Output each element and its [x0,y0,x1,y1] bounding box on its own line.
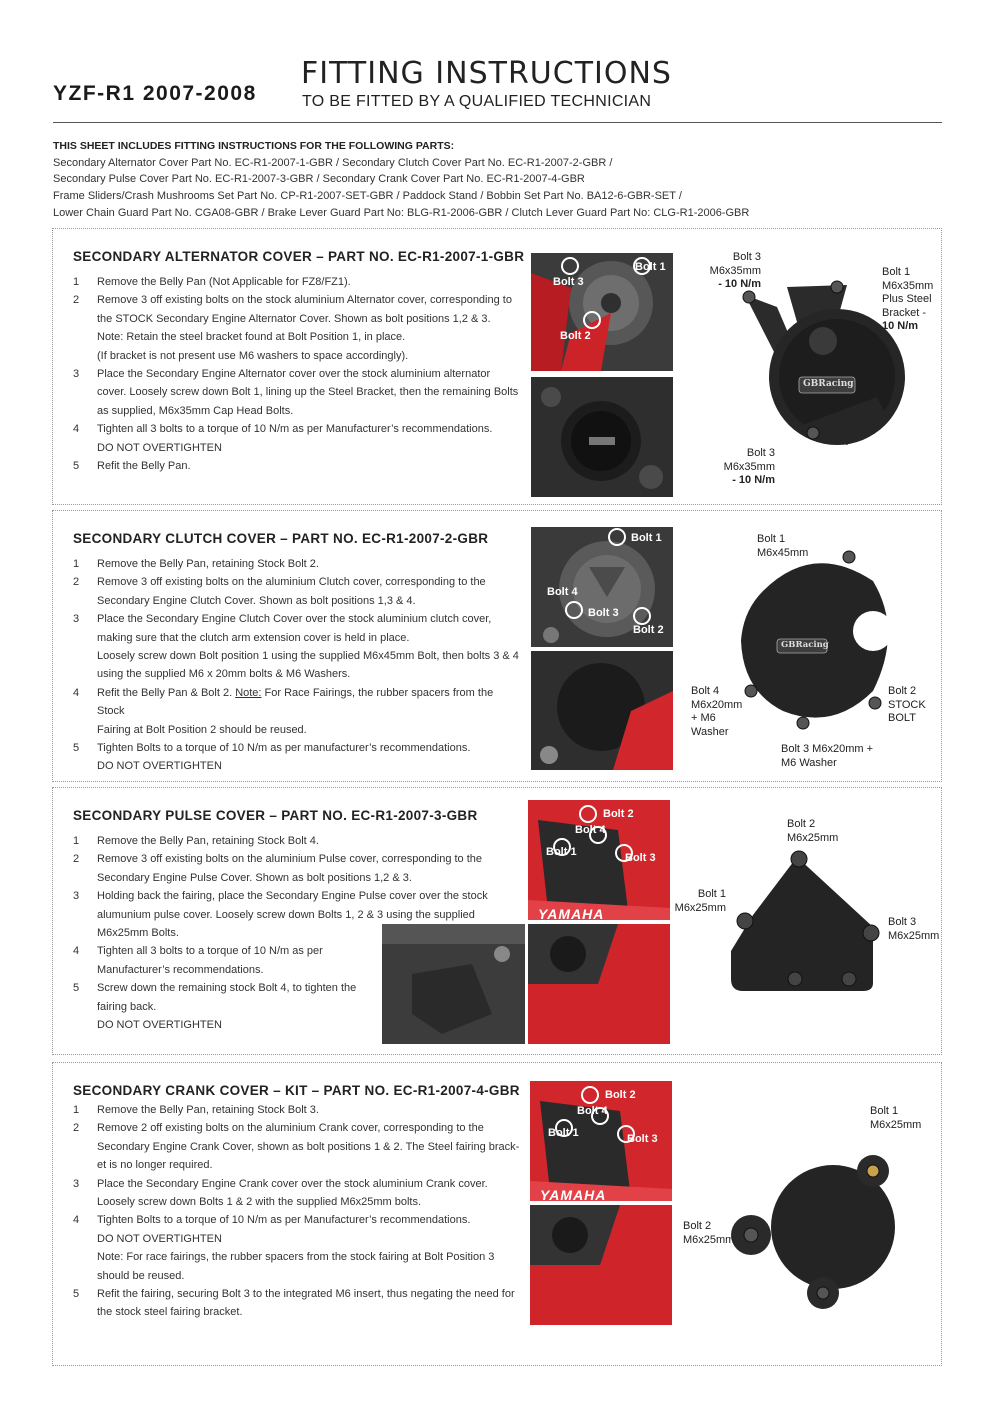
step: using the supplied M6 x 20mm bolts & M6 Washers. [97,668,351,681]
step: 2 Remove 3 off existing bolts on the stock aluminium Alternator cover, corresponding to [73,294,512,307]
crank-cover-diagram [723,1143,908,1308]
photo-label: Bolt 1 [546,846,577,858]
callout-bolt3: Bolt 3 M6x25mm [888,916,940,942]
pulse-section [52,787,942,1055]
step: 5 Refit the Belly Pan. [73,460,191,473]
bolt-marker [608,528,626,546]
step: fairing back. [97,1000,157,1013]
photo-label: Bolt 2 [605,1089,636,1101]
step: Fairing at Bolt Position 2 should be reused. [97,723,307,736]
step: 5 Refit the fairing, securing Bolt 3 to the integrated M6 insert, thus negating the need for [73,1288,515,1301]
step-list [73,273,523,475]
callout-bolt1: Bolt 1 M6x25mm [674,888,726,914]
photo-label: Bolt 4 [575,824,606,836]
section-title: SECONDARY CRANK COVER – KIT – PART NO. EC-R1-2007-4-GBR [73,1083,520,1098]
step: 5 Screw down the remaining stock Bolt 4, to tighten the [73,982,357,995]
step: Secondary Engine Crank Cover, shown as bolt positions 1 & 2. The Steel fairing brack- [97,1140,520,1153]
clutch-cover-diagram [733,551,893,731]
step: 3 Place the Secondary Engine Clutch Cover over the stock aluminium clutch cover, [73,613,492,626]
bolt-marker [565,601,583,619]
alternator-photo-fitted [531,377,673,497]
pulse-photo-fitted [528,924,670,1044]
model-title: YZF-R1 2007-2008 [53,82,257,105]
clutch-photo-fitted [531,651,673,770]
step: 1 Remove the Belly Pan (Not Applicable for FZ8/FZ1). [73,276,351,288]
intro-line: Lower Chain Guard Part No. CGA08-GBR / Brake Lever Guard Part No: BLG-R1-2006-GBR / Clutch Lever Guard Part No: CLG-R1-2006-GBR [53,206,750,219]
alternator-cover-diagram [737,267,897,457]
step: should be reused. [97,1269,185,1282]
step: DO NOT OVERTIGHTEN [97,1019,222,1032]
fairing-text: YAMAHA [538,906,605,920]
photo-label: Bolt 1 [548,1127,579,1139]
step: 4 Tighten all 3 bolts to a torque of 10 N/m as per [73,945,323,958]
step: 2 Remove 3 off existing bolts on the aluminium Pulse cover, corresponding to the [73,853,483,866]
step: Note: Retain the steel bracket found at Bolt Position 1, in place. [97,331,406,344]
page-subtitle: TO BE FITTED BY A QUALIFIED TECHNICIAN [302,93,652,110]
photo-label: Bolt 1 [631,532,662,544]
bolt-marker [581,1086,599,1104]
callout-bolt3-bottom: Bolt 3 M6x35mm - 10 N/m [723,447,775,486]
intro-lead: THIS SHEET INCLUDES FITTING INSTRUCTIONS FOR THE FOLLOWING PARTS: [53,140,455,152]
intro-line: Secondary Pulse Cover Part No. EC-R1-2007-3-GBR / Secondary Crank Cover Part No. EC-R1-2007-4-GBR [53,173,585,186]
pulse-photo-stock [382,924,525,1044]
crank-photo-fitted [530,1205,672,1325]
step: alumunium pulse cover. Loosely screw down Bolts 1, 2 & 3 using the supplied [97,908,475,921]
pulse-cover-diagram [723,843,888,998]
step: cover. Loosely screw down Bolt 1, lining up the Steel Bracket, then the remaining Bolts [97,386,519,399]
bolt-marker [633,607,651,625]
step: DO NOT OVERTIGHTEN [97,441,222,454]
step: M6x25mm Bolts. [97,927,179,940]
step: Loosely screw down Bolt position 1 using the supplied M6x45mm Bolt, then bolts 3 & 4 [97,650,519,663]
callout-bolt2: Bolt 2 M6x25mm [787,818,839,844]
step-list [73,1101,523,1322]
step: 4 Refit the Belly Pan & Bolt 2. Note: For Race Fairings, the rubber spacers from the Stock [73,686,494,718]
callout-bolt1: Bolt 1 M6x45mm [757,533,809,559]
brand-badge: GBRacing [803,379,854,389]
step: (If bracket is not present use M6 washers to space accordingly). [97,349,409,362]
photo-label: Bolt 4 [577,1105,608,1117]
step: 1 Remove the Belly Pan, retaining Stock Bolt 3. [73,1104,319,1116]
section-title: SECONDARY CLUTCH COVER – PART NO. EC-R1-2007-2-GBR [73,531,489,546]
header-divider [53,122,942,123]
step: Manufacturer’s recommendations. [97,963,264,976]
step: 3 Place the Secondary Engine Crank cover over the stock aluminium Crank cover. [73,1177,488,1190]
step: 1 Remove the Belly Pan, retaining Stock Bolt 4. [73,835,319,847]
photo-label: Bolt 4 [547,586,578,598]
callout-bolt2: Bolt 2 M6x25mm [683,1220,735,1246]
step: the STOCK Secondary Engine Alternator Cover. Shown as bolt positions 1,2 & 3. [97,312,491,325]
photo-label: Bolt 2 [633,624,664,636]
photo-label: Bolt 2 [603,808,634,820]
bolt-marker [583,311,601,329]
step: 2 Remove 3 off existing bolts on the aluminium Clutch cover, corresponding to the [73,576,486,589]
step: 1 Remove the Belly Pan, retaining Stock Bolt 2. [73,558,319,570]
parts-intro [53,138,953,222]
callout-bolt1: Bolt 1 M6x25mm [870,1105,922,1131]
callout-bolt1: Bolt 1 M6x35mm Plus Steel Bracket - 10 N/m [882,266,934,332]
step: making sure that the clutch arm extension cover is held in place. [97,631,410,644]
callout-bolt3: Bolt 3 M6x20mm + M6 Washer [781,743,874,769]
step: DO NOT OVERTIGHTEN [97,1232,222,1245]
page-title: FITTING INSTRUCTIONS [301,56,672,91]
step: as supplied, M6x35mm Cap Head Bolts. [97,404,294,417]
step-list [73,555,523,776]
alternator-section [52,228,942,505]
section-title: SECONDARY PULSE COVER – PART NO. EC-R1-2007-3-GBR [73,808,478,823]
step: 5 Tighten Bolts to a torque of 10 N/m as per manufacturer’s recommendations. [73,742,471,755]
photo-label: Bolt 3 [553,276,584,288]
callout-bolt2: Bolt 2 STOCK BOLT [888,685,926,724]
step: the stock steel fairing bracket. [97,1306,243,1319]
section-title: SECONDARY ALTERNATOR COVER – PART NO. EC-R1-2007-1-GBR [73,249,525,264]
fairing-text: YAMAHA [540,1187,607,1201]
step: 4 Tighten all 3 bolts to a torque of 10 N/m as per Manufacturer’s recommendations. [73,423,493,436]
bolt-marker [561,257,579,275]
photo-label: Bolt 3 [627,1133,658,1145]
step: DO NOT OVERTIGHTEN [97,760,222,773]
brand-badge: GBRacing [781,640,829,650]
crank-section [52,1062,942,1366]
step: Note: For race fairings, the rubber spacers from the stock fairing at Bolt Position 3 [97,1251,495,1264]
intro-line: Secondary Alternator Cover Part No. EC-R1-2007-1-GBR / Secondary Clutch Cover Part No. EC-R1-2007-2-GBR / [53,156,613,169]
step: 3 Holding back the fairing, place the Secondary Engine Pulse cover over the stock [73,890,488,903]
step: Loosely screw down Bolts 1 & 2 with the supplied M6x25mm bolts. [97,1196,422,1209]
step: et is no longer required. [97,1159,213,1172]
callout-bolt3-top: Bolt 3 M6x35mm - 10 N/m [709,251,761,290]
step: Secondary Engine Clutch Cover. Shown as bolt positions 1,3 & 4. [97,594,416,607]
bolt-marker [579,805,597,823]
step: 4 Tighten Bolts to a torque of 10 N/m as per Manufacturer’s recommendations. [73,1214,471,1227]
callout-bolt4: Bolt 4 M6x20mm + M6 Washer [691,685,743,738]
step: 3 Place the Secondary Engine Alternator cover over the stock aluminium alternator [73,368,491,381]
photo-label: Bolt 2 [560,330,591,342]
step: 2 Remove 2 off existing bolts on the aluminium Crank cover, corresponding to the [73,1122,484,1135]
intro-line: Frame Sliders/Crash Mushrooms Set Part No. CP-R1-2007-SET-GBR / Paddock Stand / Bobbin Set Part No. BA12-6-GBR-SET / [53,190,682,203]
step: Secondary Engine Pulse Cover. Shown as bolt positions 1,2 & 3. [97,871,412,884]
clutch-section [52,510,942,782]
photo-label: Bolt 3 [588,607,619,619]
photo-label: Bolt 3 [625,852,656,864]
photo-label: Bolt 1 [635,261,666,273]
